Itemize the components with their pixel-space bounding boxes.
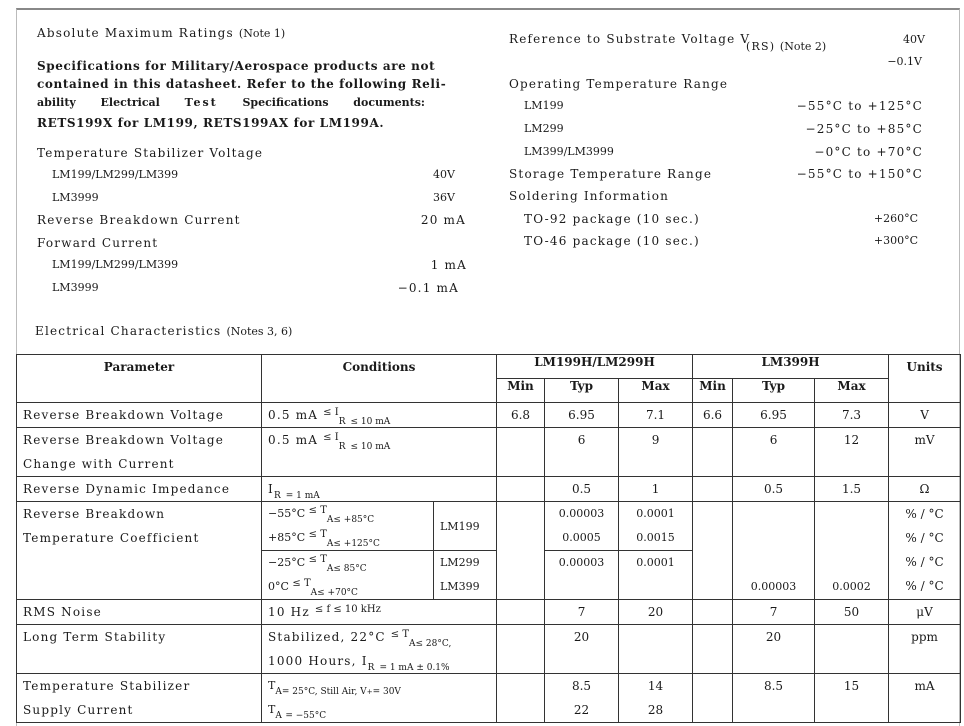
param-cell: Change with Current <box>23 457 175 471</box>
cond-cell <box>268 575 427 599</box>
otr2-value: −25°C to +85°C <box>805 122 923 136</box>
value-cell: 20 <box>647 605 664 619</box>
fc1-value: 1 mA <box>430 258 467 272</box>
cond-cell <box>268 551 427 575</box>
rsv-label: Reference to Substrate Voltage V <box>509 32 751 46</box>
header-min: Min <box>497 379 545 403</box>
tsv1-part: LM199/LM299/LM399 <box>52 168 179 181</box>
mil-notice-line-3 <box>37 96 425 109</box>
param-cell: Long Term Stability <box>23 630 167 644</box>
cond-text: T <box>268 679 276 692</box>
fc2-value: −0.1 mA <box>397 281 459 295</box>
cond-sub: ≤ +125°C <box>333 539 380 549</box>
value-cell: 0.0001 <box>636 556 675 569</box>
sol-label: Soldering Information <box>509 189 670 203</box>
cond-sub: = 25°C, Still Air, V <box>281 687 367 697</box>
table-row <box>17 477 961 502</box>
value-cell: 6 <box>769 433 778 447</box>
mil-notice-line-2: contained in this datasheet. Refer to the following Reli- <box>37 77 447 91</box>
value-cell: 0.00003 <box>750 580 797 593</box>
cond-sub: A <box>326 539 334 549</box>
param-cell: RMS Noise <box>23 605 102 619</box>
param-cell: Temperature Stabilizer <box>23 679 191 693</box>
unit-cell: Ω <box>919 482 930 496</box>
ec-table <box>16 354 961 723</box>
value-cell: 20 <box>573 630 590 644</box>
value-cell: 9 <box>651 433 660 447</box>
value-cell: 0.0005 <box>562 531 601 544</box>
tsv-label: Temperature Stabilizer Voltage <box>37 146 264 160</box>
table-row <box>17 428 961 477</box>
device-cell: LM199 <box>440 519 480 533</box>
value-cell: 1.5 <box>841 482 862 496</box>
cond-text: +85°C <box>268 531 306 544</box>
cond-sub: ≤ 10 mA <box>350 417 391 427</box>
cond-sub: = −55°C <box>285 711 327 721</box>
abs-max-title <box>37 26 285 40</box>
value-cell: 0.5 <box>571 482 592 496</box>
unit-cell: ppm <box>911 630 938 644</box>
table-row <box>17 600 961 625</box>
unit-cell: % / °C <box>905 507 944 521</box>
value-cell: 14 <box>647 679 664 693</box>
header-conditions: Conditions <box>262 355 497 403</box>
str-value: −55°C to +150°C <box>796 167 923 181</box>
cond-sub: = 1 mA ± 0.1% <box>379 663 450 673</box>
header-lm399h: LM399H <box>693 355 889 379</box>
value-cell: 7.3 <box>841 408 862 422</box>
cond-sub: + <box>366 688 373 696</box>
value-cell: 6.95 <box>568 408 595 422</box>
header-typ: Typ <box>733 379 815 403</box>
table-row <box>17 403 961 428</box>
cond-text: ≤ I <box>323 432 339 443</box>
cond-text: ≤ T <box>308 529 327 540</box>
cond-sub: R <box>367 663 375 673</box>
value-cell: 0.0001 <box>636 507 675 520</box>
cond-sub: A <box>409 639 416 649</box>
cond-sub: A <box>310 588 318 598</box>
unit-cell: % / °C <box>905 531 944 545</box>
sol1-part: TO-92 package (10 sec.) <box>524 212 700 226</box>
unit-cell: % / °C <box>905 555 944 569</box>
rbc-value: 20 mA <box>420 213 466 227</box>
value-cell: 20 <box>765 630 782 644</box>
mil-word: documents: <box>353 96 425 109</box>
header-lm199h: LM199H/LM299H <box>497 355 693 379</box>
param-cell: Reverse Breakdown <box>23 507 166 521</box>
rsv-value-1: 40V <box>903 33 925 46</box>
rsv-value-2: −0.1V <box>887 55 922 68</box>
cond-sub: R <box>338 442 346 452</box>
cond-cell <box>268 428 490 452</box>
value-cell: 8.5 <box>571 679 592 693</box>
abs-max-title-text: Absolute Maximum Ratings <box>37 26 234 40</box>
cond-text: 0°C <box>268 580 289 593</box>
cond-text: 10 Hz <box>268 605 310 619</box>
ec-note: (Notes 3, 6) <box>226 325 293 338</box>
value-cell: 15 <box>843 679 860 693</box>
tsv2-value: 36V <box>433 191 455 204</box>
cond-sub: = 1 mA <box>285 491 320 501</box>
cond-cell <box>268 600 490 624</box>
cond-text: T <box>268 703 276 716</box>
cond-cell <box>268 674 490 698</box>
sol1-value: +260°C <box>873 212 918 225</box>
cond-sub: A <box>275 687 282 697</box>
header-units: Units <box>889 355 961 403</box>
table-row <box>17 625 961 674</box>
cond-cell <box>268 403 490 427</box>
value-cell: 0.00003 <box>558 507 605 520</box>
cond-sub: R <box>273 491 281 501</box>
rsv-note: (Note 2) <box>779 40 827 53</box>
unit-cell: mV <box>914 433 935 447</box>
value-cell: 50 <box>843 605 860 619</box>
cond-text: ≤ f ≤ 10 kHz <box>314 604 381 615</box>
cond-cell <box>268 502 427 526</box>
value-cell: 0.0015 <box>636 531 675 544</box>
cond-text: −55°C <box>268 507 306 520</box>
value-cell: 0.0002 <box>832 580 871 593</box>
cond-sub: ≤ +85°C <box>333 515 375 525</box>
cond-text: ≤ T <box>292 578 311 589</box>
param-cell: Reverse Dynamic Impedance <box>23 482 231 496</box>
table-row <box>17 502 961 551</box>
header-typ: Typ <box>545 379 619 403</box>
str-label: Storage Temperature Range <box>509 167 713 181</box>
cond-text: −25°C <box>268 556 306 569</box>
tsv1-value: 40V <box>433 168 455 181</box>
rsv-sub: (RS) <box>746 40 776 53</box>
device-cell: LM299 <box>440 556 480 569</box>
value-cell: 6.95 <box>760 408 787 422</box>
cond-text: 0.5 mA <box>268 433 319 447</box>
sol2-value: +300°C <box>873 234 918 247</box>
cond-sub: ≤ 85°C <box>333 564 367 574</box>
param-cell: Reverse Breakdown Voltage <box>23 433 225 447</box>
fc-label: Forward Current <box>37 236 159 250</box>
cond-text: 1000 Hours, I <box>268 654 368 668</box>
cond-cell <box>268 625 490 649</box>
otr1-value: −55°C to +125°C <box>796 99 923 113</box>
value-cell: 0.5 <box>763 482 784 496</box>
value-cell: 6 <box>577 433 586 447</box>
mil-word: ability <box>37 96 76 109</box>
otr3-value: −0°C to +70°C <box>814 145 923 159</box>
header-parameter: Parameter <box>17 355 262 403</box>
header-max: Max <box>619 379 693 403</box>
cond-sub: A <box>275 711 282 721</box>
header-min: Min <box>693 379 733 403</box>
value-cell: 28 <box>647 703 664 717</box>
unit-cell: mA <box>914 679 935 693</box>
unit-cell: V <box>920 408 929 422</box>
cond-sub: ≤ 28°C, <box>415 639 452 649</box>
cond-sub: R <box>338 417 346 427</box>
value-cell: 6.8 <box>510 408 531 422</box>
cond-text: ≤ I <box>323 407 339 418</box>
rbc-label: Reverse Breakdown Current <box>37 213 241 227</box>
fc2-part: LM3999 <box>52 281 99 294</box>
param-cell: Reverse Breakdown Voltage <box>23 408 225 422</box>
cond-sub: = 30V <box>372 687 401 697</box>
cond-text: ≤ T <box>390 629 410 640</box>
tsv2-part: LM3999 <box>52 191 99 204</box>
value-cell: 7 <box>577 605 586 619</box>
cond-sub: ≤ 10 mA <box>350 442 391 452</box>
rsv-subscript <box>746 40 826 53</box>
value-cell: 22 <box>573 703 590 717</box>
param-cell: Temperature Coefficient <box>23 531 200 545</box>
cond-text: I <box>268 482 274 496</box>
cond-text: Stabilized, 22°C <box>268 630 386 644</box>
value-cell: 1 <box>651 482 660 496</box>
cond-cell <box>268 698 490 722</box>
unit-cell: μV <box>916 605 933 619</box>
cond-cell <box>268 526 427 550</box>
mil-notice-line-1: Specifications for Military/Aerospace products are not <box>37 59 436 73</box>
device-cell: LM399 <box>440 580 480 593</box>
ec-title-text: Electrical Characteristics <box>35 324 222 338</box>
cond-sub: ≤ +70°C <box>317 588 358 598</box>
param-cell: Supply Current <box>23 703 134 717</box>
cond-text: 0.5 mA <box>268 408 319 422</box>
value-cell: 8.5 <box>763 679 784 693</box>
mil-word: Test <box>184 96 218 109</box>
value-cell: 6.6 <box>702 408 723 422</box>
otr-label: Operating Temperature Range <box>509 77 729 91</box>
mil-notice-line-4: RETS199X for LM199, RETS199AX for LM199A. <box>37 116 385 130</box>
value-cell: 7.1 <box>645 408 666 422</box>
unit-cell: % / °C <box>905 579 944 593</box>
cond-cell <box>268 649 490 673</box>
cond-sub: A <box>326 564 334 574</box>
sol2-part: TO-46 package (10 sec.) <box>524 234 700 248</box>
ec-title <box>35 324 292 338</box>
abs-max-note: (Note 1) <box>238 27 286 40</box>
mil-word: Specifications <box>242 96 329 109</box>
otr3-part: LM399/LM3999 <box>524 145 614 158</box>
value-cell: 0.00003 <box>558 556 605 569</box>
otr1-part: LM199 <box>524 99 564 112</box>
otr2-part: LM299 <box>524 122 564 135</box>
cond-text: ≤ T <box>308 554 327 565</box>
cond-text: ≤ T <box>308 505 327 516</box>
mil-word: Electrical <box>100 96 160 109</box>
table-row <box>17 674 961 723</box>
value-cell: 12 <box>843 433 860 447</box>
header-max: Max <box>815 379 889 403</box>
value-cell: 7 <box>769 605 778 619</box>
cond-sub: A <box>326 515 334 525</box>
fc1-part: LM199/LM299/LM399 <box>52 258 179 271</box>
cond-cell <box>268 477 490 501</box>
